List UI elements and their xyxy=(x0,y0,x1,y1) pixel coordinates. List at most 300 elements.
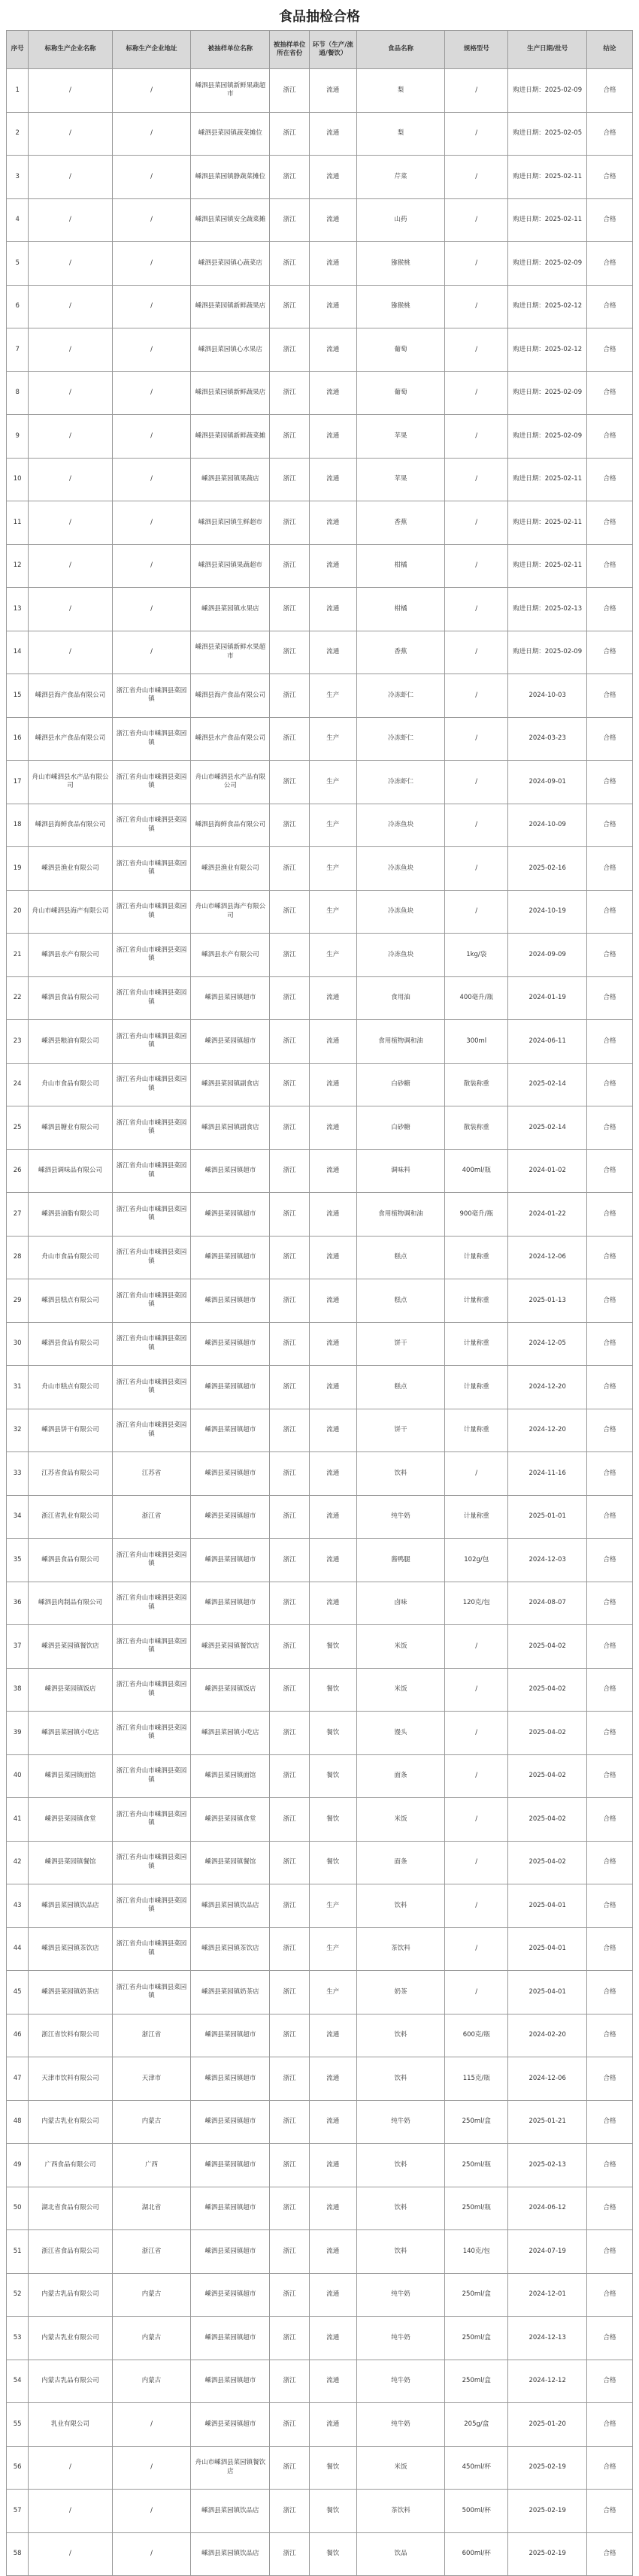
table-cell: 浙江 xyxy=(270,198,309,242)
table-cell: 嵊泗县菜园镇超市 xyxy=(191,2317,270,2360)
table-cell: 浙江 xyxy=(270,1712,309,1755)
table-row xyxy=(7,2490,633,2533)
table-cell: 冷冻虾仁 xyxy=(356,761,445,804)
table-cell: 20 xyxy=(7,890,29,934)
table-cell: 购进日期：2025-02-11 xyxy=(508,501,587,545)
table-cell: / xyxy=(445,804,508,847)
table-row xyxy=(7,2273,633,2317)
table-cell: 合格 xyxy=(587,804,633,847)
table-cell: 嵊泗县菜园镇超市 xyxy=(191,1495,270,1539)
table-cell: 嵊泗县肉制品有限公司 xyxy=(29,1582,112,1625)
table-row xyxy=(7,2144,633,2187)
table-cell: / xyxy=(445,1884,508,1928)
table-cell: 32 xyxy=(7,1409,29,1452)
table-cell: 2024-01-02 xyxy=(508,1149,587,1193)
col-header: 规格型号 xyxy=(445,31,508,69)
table-cell: 浙江省乳业有限公司 xyxy=(29,1495,112,1539)
table-cell: 55 xyxy=(7,2403,29,2447)
table-cell: 合格 xyxy=(587,2014,633,2057)
table-cell: 浙江 xyxy=(270,976,309,1020)
table-cell: / xyxy=(29,2532,112,2576)
table-cell: / xyxy=(112,415,191,459)
table-cell: 浙江省舟山市嵊泗县菜园镇 xyxy=(112,890,191,934)
table-cell: 购进日期：2025-02-09 xyxy=(508,631,587,674)
table-cell: 嵊泗县菜园镇心蔬菜店 xyxy=(191,242,270,286)
table-cell: / xyxy=(29,2446,112,2490)
table-cell: 23 xyxy=(7,1020,29,1064)
table-cell: 猕猴桃 xyxy=(356,242,445,286)
table-cell: 饮料 xyxy=(356,1884,445,1928)
table-cell: 浙江 xyxy=(270,2532,309,2576)
table-cell: 600克/瓶 xyxy=(445,2014,508,2057)
table-cell: 嵊泗县菜园镇超市 xyxy=(191,2187,270,2230)
table-cell: 33 xyxy=(7,1452,29,1496)
table-cell: 流通 xyxy=(309,1106,356,1150)
table-cell: 浙江 xyxy=(270,1409,309,1452)
table-cell: 流通 xyxy=(309,1366,356,1409)
table-cell: / xyxy=(445,156,508,199)
table-cell: 生产 xyxy=(309,1927,356,1971)
table-cell: 4 xyxy=(7,198,29,242)
table-cell: 嵊泗县菜园镇果蔬店 xyxy=(191,458,270,501)
table-cell: 计量称重 xyxy=(445,1409,508,1452)
table-cell: 浙江省舟山市嵊泗县菜园镇 xyxy=(112,1798,191,1842)
table-cell: 计量称重 xyxy=(445,1236,508,1279)
table-cell: 浙江 xyxy=(270,1927,309,1971)
table-cell: 浙江省舟山市嵊泗县菜园镇 xyxy=(112,1020,191,1064)
table-cell: 53 xyxy=(7,2317,29,2360)
table-cell: 流通 xyxy=(309,1582,356,1625)
table-cell: / xyxy=(29,544,112,588)
table-cell: 浙江省舟山市嵊泗县菜园镇 xyxy=(112,1236,191,1279)
table-cell: 嵊泗县菜园镇超市 xyxy=(191,2144,270,2187)
table-row xyxy=(7,717,633,761)
table-cell: 44 xyxy=(7,1927,29,1971)
table-cell: 浙江省饮料有限公司 xyxy=(29,2014,112,2057)
table-cell: 浙江 xyxy=(270,1754,309,1798)
table-cell: 浙江省舟山市嵊泗县菜园镇 xyxy=(112,1884,191,1928)
table-cell: 浙江 xyxy=(270,1668,309,1712)
table-cell: / xyxy=(445,761,508,804)
table-row xyxy=(7,1582,633,1625)
table-cell: 山药 xyxy=(356,198,445,242)
table-cell: / xyxy=(445,847,508,891)
table-cell: 餐饮 xyxy=(309,1668,356,1712)
table-row xyxy=(7,847,633,891)
table-cell: 流通 xyxy=(309,1495,356,1539)
table-cell: 流通 xyxy=(309,1539,356,1582)
table-cell: 嵊泗县菜园镇超市 xyxy=(191,1020,270,1064)
table-cell: 嵊泗县菜园镇小吃店 xyxy=(191,1712,270,1755)
table-cell: 浙江 xyxy=(270,1495,309,1539)
table-cell: 35 xyxy=(7,1539,29,1582)
table-cell: 嵊泗县菜园镇超市 xyxy=(191,1236,270,1279)
table-cell: 白砂糖 xyxy=(356,1106,445,1150)
table-cell: 内蒙古 xyxy=(112,2360,191,2403)
table-cell: 2024-12-03 xyxy=(508,1539,587,1582)
table-cell: 餐饮 xyxy=(309,1798,356,1842)
table-cell: 嵊泗县菜园镇餐饮店 xyxy=(191,1625,270,1669)
table-cell: 浙江省舟山市嵊泗县菜园镇 xyxy=(112,1582,191,1625)
table-cell: 广西食品有限公司 xyxy=(29,2144,112,2187)
table-cell: 食用植物调和油 xyxy=(356,1193,445,1237)
table-cell: 嵊泗县海产食品有限公司 xyxy=(29,674,112,718)
table-row xyxy=(7,1712,633,1755)
table-cell: 冷冻鱼块 xyxy=(356,847,445,891)
table-cell: / xyxy=(445,1841,508,1884)
table-cell: / xyxy=(29,588,112,631)
table-cell: 浙江省舟山市嵊泗县菜园镇 xyxy=(112,674,191,718)
table-cell: 15 xyxy=(7,674,29,718)
table-cell: 合格 xyxy=(587,415,633,459)
table-cell: 嵊泗县水产有限公司 xyxy=(29,934,112,977)
table-cell: 餐饮 xyxy=(309,2490,356,2533)
table-cell: 面条 xyxy=(356,1754,445,1798)
table-row xyxy=(7,2317,633,2360)
col-header: 被抽样单位名称 xyxy=(191,31,270,69)
table-cell: 餐饮 xyxy=(309,2532,356,2576)
table-row xyxy=(7,156,633,199)
table-cell: 浙江省舟山市嵊泗县菜园镇 xyxy=(112,1322,191,1366)
table-cell: 250ml/盒 xyxy=(445,2273,508,2317)
table-cell: 散装称重 xyxy=(445,1106,508,1150)
table-cell: 2025-01-21 xyxy=(508,2100,587,2144)
table-cell: 38 xyxy=(7,1668,29,1712)
table-row xyxy=(7,890,633,934)
table-cell: 流通 xyxy=(309,2014,356,2057)
table-cell: 合格 xyxy=(587,1106,633,1150)
col-header: 标称生产企业名称 xyxy=(29,31,112,69)
table-cell: 葡萄 xyxy=(356,328,445,372)
table-cell: 嵊泗县菜园镇新鲜蔬菜摊 xyxy=(191,415,270,459)
table-cell: 内蒙古 xyxy=(112,2317,191,2360)
table-cell: / xyxy=(445,501,508,545)
table-cell: 49 xyxy=(7,2144,29,2187)
table-cell: 48 xyxy=(7,2100,29,2144)
table-cell: 46 xyxy=(7,2014,29,2057)
table-cell: 冷冻虾仁 xyxy=(356,717,445,761)
table-cell: 浙江 xyxy=(270,1366,309,1409)
table-cell: 合格 xyxy=(587,501,633,545)
table-cell: 浙江 xyxy=(270,1193,309,1237)
table-row xyxy=(7,198,633,242)
table-cell: 2024-12-05 xyxy=(508,1322,587,1366)
table-cell: 浙江省舟山市嵊泗县菜园镇 xyxy=(112,1149,191,1193)
table-cell: / xyxy=(29,415,112,459)
table-cell: 嵊泗县海鲜食品有限公司 xyxy=(191,804,270,847)
table-cell: 合格 xyxy=(587,1149,633,1193)
table-cell: 馒头 xyxy=(356,1712,445,1755)
table-cell: 嵊泗县菜园镇小吃店 xyxy=(29,1712,112,1755)
table-cell: 浙江 xyxy=(270,2014,309,2057)
table-cell: 白砂糖 xyxy=(356,1063,445,1106)
table-cell: 嵊泗县菜园镇超市 xyxy=(191,1279,270,1323)
table-cell: 浙江 xyxy=(270,2317,309,2360)
table-cell: 浙江 xyxy=(270,1149,309,1193)
table-cell: 计量称重 xyxy=(445,1495,508,1539)
table-cell: 27 xyxy=(7,1193,29,1237)
table-cell: 140克/包 xyxy=(445,2230,508,2274)
table-cell: 流通 xyxy=(309,2100,356,2144)
table-cell: 6 xyxy=(7,285,29,328)
table-cell: 嵊泗县菜园镇超市 xyxy=(191,1409,270,1452)
col-header: 环节（生产/流通/餐饮） xyxy=(309,31,356,69)
table-row xyxy=(7,112,633,156)
table-row xyxy=(7,1798,633,1842)
table-cell: 嵊泗县菜园镇静蔬菜摊位 xyxy=(191,156,270,199)
table-cell: 糕点 xyxy=(356,1279,445,1323)
table-cell: 购进日期：2025-02-09 xyxy=(508,242,587,286)
table-cell: 合格 xyxy=(587,1884,633,1928)
table-cell: 嵊泗县海鲜食品有限公司 xyxy=(29,804,112,847)
table-cell: 流通 xyxy=(309,242,356,286)
table-cell: / xyxy=(445,371,508,415)
table-cell: 嵊泗县菜园镇饭店 xyxy=(191,1668,270,1712)
table-cell: 合格 xyxy=(587,1452,633,1496)
table-cell: 嵊泗县菜园镇安全蔬菜摊 xyxy=(191,198,270,242)
table-cell: 嵊泗县菜园镇超市 xyxy=(191,2360,270,2403)
table-cell: 浙江 xyxy=(270,458,309,501)
table-row xyxy=(7,2360,633,2403)
table-cell: 合格 xyxy=(587,1754,633,1798)
table-cell: 内蒙古乳业有限公司 xyxy=(29,2100,112,2144)
table-cell: 苹果 xyxy=(356,458,445,501)
table-cell: 嵊泗县渔业有限公司 xyxy=(29,847,112,891)
table-cell: 流通 xyxy=(309,1149,356,1193)
table-cell: / xyxy=(29,458,112,501)
table-cell: 猕猴桃 xyxy=(356,285,445,328)
table-cell: 生产 xyxy=(309,761,356,804)
table-cell: 购进日期：2025-02-05 xyxy=(508,112,587,156)
table-cell: 合格 xyxy=(587,2144,633,2187)
table-cell: 嵊泗县渔业有限公司 xyxy=(191,847,270,891)
table-cell: 31 xyxy=(7,1366,29,1409)
table-cell: 2025-02-19 xyxy=(508,2446,587,2490)
table-cell: 冷冻虾仁 xyxy=(356,674,445,718)
table-cell: 54 xyxy=(7,2360,29,2403)
table-cell: 56 xyxy=(7,2446,29,2490)
table-cell: 浙江 xyxy=(270,1582,309,1625)
table-cell: 29 xyxy=(7,1279,29,1323)
table-cell: 合格 xyxy=(587,198,633,242)
table-cell: 2024-03-23 xyxy=(508,717,587,761)
table-row xyxy=(7,1020,633,1064)
table-cell: 饼干 xyxy=(356,1322,445,1366)
table-row xyxy=(7,1106,633,1150)
table-cell: 嵊泗县菜园镇超市 xyxy=(191,2057,270,2101)
table-cell: 2024-08-07 xyxy=(508,1582,587,1625)
table-cell: 嵊泗县菜园镇超市 xyxy=(191,2230,270,2274)
table-cell: 浙江省舟山市嵊泗县菜园镇 xyxy=(112,804,191,847)
table-cell: 2025-02-13 xyxy=(508,2144,587,2187)
table-cell: / xyxy=(29,2490,112,2533)
table-cell: / xyxy=(29,112,112,156)
table-cell: 嵊泗县菜园镇超市 xyxy=(191,976,270,1020)
col-header: 结论 xyxy=(587,31,633,69)
table-cell: 合格 xyxy=(587,1712,633,1755)
table-cell: 浙江 xyxy=(270,1020,309,1064)
table-cell: 合格 xyxy=(587,1927,633,1971)
table-row xyxy=(7,1322,633,1366)
table-cell: 糕点 xyxy=(356,1236,445,1279)
table-cell: 115克/瓶 xyxy=(445,2057,508,2101)
table-row xyxy=(7,501,633,545)
table-cell: 2025-04-02 xyxy=(508,1625,587,1669)
table-cell: 购进日期：2025-02-09 xyxy=(508,69,587,113)
table-row xyxy=(7,328,633,372)
table-cell: 2025-04-01 xyxy=(508,1884,587,1928)
table-cell: 合格 xyxy=(587,112,633,156)
table-cell: 舟山市糕点有限公司 xyxy=(29,1366,112,1409)
table-cell: 舟山市嵊泗县海产有限公司 xyxy=(29,890,112,934)
table-cell: 2025-04-02 xyxy=(508,1668,587,1712)
table-cell: 30 xyxy=(7,1322,29,1366)
table-cell: 嵊泗县菜园镇超市 xyxy=(191,1539,270,1582)
table-cell: 19 xyxy=(7,847,29,891)
table-cell: 2 xyxy=(7,112,29,156)
table-cell: 合格 xyxy=(587,2403,633,2447)
table-cell: 浙江省舟山市嵊泗县菜园镇 xyxy=(112,847,191,891)
table-cell: 2024-12-01 xyxy=(508,2273,587,2317)
table-cell: 合格 xyxy=(587,458,633,501)
table-cell: 浙江 xyxy=(270,2144,309,2187)
table-row xyxy=(7,1409,633,1452)
table-cell: 浙江 xyxy=(270,2273,309,2317)
table-cell: 22 xyxy=(7,976,29,1020)
table-cell: 浙江省舟山市嵊泗县菜园镇 xyxy=(112,1625,191,1669)
table-cell: 400毫升/瓶 xyxy=(445,976,508,1020)
table-cell: 面条 xyxy=(356,1841,445,1884)
table-cell: 浙江 xyxy=(270,1884,309,1928)
table-cell: 纯牛奶 xyxy=(356,1495,445,1539)
table-cell: 40 xyxy=(7,1754,29,1798)
table-cell: 嵊泗县菜园镇超市 xyxy=(191,2014,270,2057)
table-cell: 41 xyxy=(7,1798,29,1842)
table-cell: 流通 xyxy=(309,69,356,113)
table-cell: 2024-11-16 xyxy=(508,1452,587,1496)
table-cell: 浙江 xyxy=(270,2360,309,2403)
table-cell: 浙江省舟山市嵊泗县菜园镇 xyxy=(112,976,191,1020)
table-cell: 嵊泗县菜园镇副食店 xyxy=(191,1106,270,1150)
table-cell: / xyxy=(29,156,112,199)
table-row xyxy=(7,1279,633,1323)
table-cell: 茶饮料 xyxy=(356,2490,445,2533)
table-cell: 嵊泗县粮油有限公司 xyxy=(29,1020,112,1064)
table-cell: 饮料 xyxy=(356,2187,445,2230)
table-cell: 47 xyxy=(7,2057,29,2101)
table-row xyxy=(7,1884,633,1928)
table-cell: / xyxy=(112,2403,191,2447)
table-cell: 浙江 xyxy=(270,1063,309,1106)
table-cell: / xyxy=(445,674,508,718)
table-cell: 购进日期：2025-02-11 xyxy=(508,544,587,588)
table-cell: 纯牛奶 xyxy=(356,2273,445,2317)
table-cell: 冷冻鱼块 xyxy=(356,804,445,847)
table-cell: 葡萄 xyxy=(356,371,445,415)
table-cell: / xyxy=(445,458,508,501)
table-cell: 2025-01-20 xyxy=(508,2403,587,2447)
page-title: 食品抽检合格 xyxy=(279,9,360,25)
table-cell: 广西 xyxy=(112,2144,191,2187)
table-cell: 浙江 xyxy=(270,69,309,113)
table-cell: 2024-01-19 xyxy=(508,976,587,1020)
table-cell: 2024-10-19 xyxy=(508,890,587,934)
table-cell: 9 xyxy=(7,415,29,459)
table-cell: 浙江省舟山市嵊泗县菜园镇 xyxy=(112,1971,191,2014)
table-cell: 流通 xyxy=(309,2144,356,2187)
table-cell: 奶茶 xyxy=(356,1971,445,2014)
table-cell: / xyxy=(445,285,508,328)
table-cell: / xyxy=(112,285,191,328)
col-header: 生产日期/批号 xyxy=(508,31,587,69)
table-cell: 浙江省舟山市嵊泗县菜园镇 xyxy=(112,717,191,761)
table-cell: 2024-12-20 xyxy=(508,1409,587,1452)
table-cell: 嵊泗县菜园镇水果店 xyxy=(191,588,270,631)
table-cell: 2025-04-01 xyxy=(508,1971,587,2014)
table-cell: 舟山市食品有限公司 xyxy=(29,1236,112,1279)
table-cell: / xyxy=(112,458,191,501)
table-cell: 食用植物调和油 xyxy=(356,1020,445,1064)
table-cell: 嵊泗县菜园镇超市 xyxy=(191,1582,270,1625)
table-cell: 18 xyxy=(7,804,29,847)
table-cell: 合格 xyxy=(587,2490,633,2533)
table-cell: 生产 xyxy=(309,674,356,718)
col-header: 食品名称 xyxy=(356,31,445,69)
table-cell: 舟山市嵊泗县海产有限公司 xyxy=(191,890,270,934)
table-cell: 浙江 xyxy=(270,1625,309,1669)
table-cell: 57 xyxy=(7,2490,29,2533)
table-cell: 饮料 xyxy=(356,2057,445,2101)
table-cell: 浙江省舟山市嵊泗县菜园镇 xyxy=(112,1841,191,1884)
table-cell: / xyxy=(445,242,508,286)
table-cell: 嵊泗县菜园镇奶茶店 xyxy=(191,1971,270,2014)
table-cell: / xyxy=(112,198,191,242)
table-cell: 合格 xyxy=(587,285,633,328)
table-cell: 购进日期：2025-02-11 xyxy=(508,458,587,501)
table-cell: 合格 xyxy=(587,890,633,934)
table-cell: 250ml/瓶 xyxy=(445,2187,508,2230)
table-cell: 浙江 xyxy=(270,285,309,328)
table-cell: 嵊泗县菜园镇饭店 xyxy=(29,1668,112,1712)
table-cell: 米饭 xyxy=(356,1625,445,1669)
table-cell: 合格 xyxy=(587,1971,633,2014)
table-cell: 合格 xyxy=(587,588,633,631)
table-cell: 嵊泗县水产食品有限公司 xyxy=(191,717,270,761)
table-cell: 25 xyxy=(7,1106,29,1150)
table-cell: 流通 xyxy=(309,1322,356,1366)
table-cell: 浙江 xyxy=(270,242,309,286)
table-cell: 计量称重 xyxy=(445,1279,508,1323)
table-cell: 合格 xyxy=(587,2057,633,2101)
table-cell: / xyxy=(112,501,191,545)
table-cell: 浙江 xyxy=(270,631,309,674)
table-cell: 浙江 xyxy=(270,761,309,804)
table-cell: 嵊泗县菜园镇餐饮店 xyxy=(29,1625,112,1669)
table-cell: 浙江省 xyxy=(112,1495,191,1539)
table-cell: / xyxy=(445,1625,508,1669)
table-cell: 2024-12-12 xyxy=(508,2360,587,2403)
table-cell: 合格 xyxy=(587,1020,633,1064)
table-cell: 合格 xyxy=(587,2100,633,2144)
table-cell: 饮料 xyxy=(356,2014,445,2057)
table-cell: 流通 xyxy=(309,2317,356,2360)
table-cell: 250ml/盒 xyxy=(445,2100,508,2144)
table-cell: 嵊泗县菜园镇超市 xyxy=(191,1149,270,1193)
table-cell: 浙江 xyxy=(270,2100,309,2144)
table-cell: / xyxy=(445,415,508,459)
table-cell: 2024-12-06 xyxy=(508,1236,587,1279)
table-cell: 合格 xyxy=(587,371,633,415)
